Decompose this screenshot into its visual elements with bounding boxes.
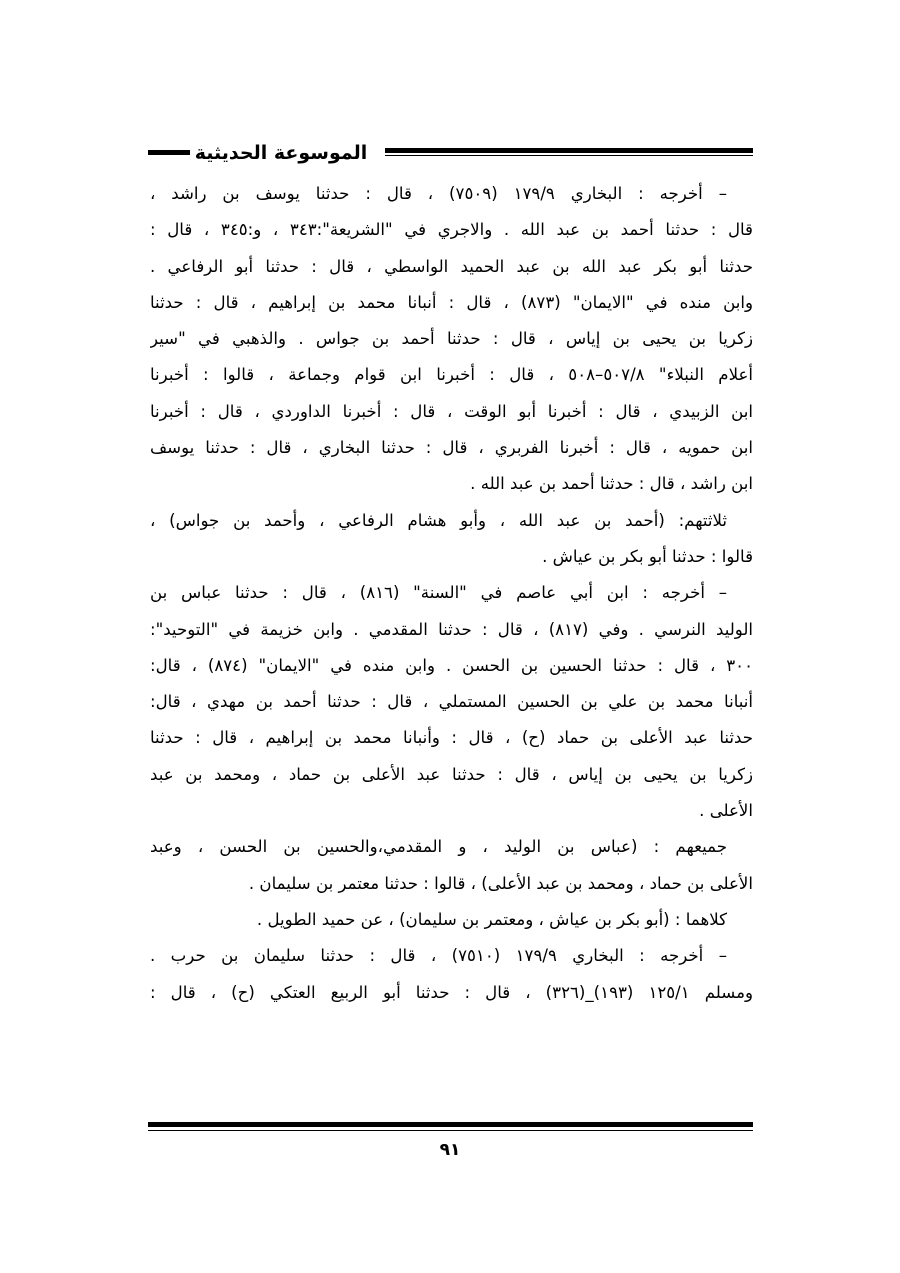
text-line: الوليد النرسي . وفي (٨١٧) ، قال : حدثنا المقدمي . وابن خزيمة في "التوحيد": — [150, 619, 753, 639]
footer-rule-thick — [148, 1122, 753, 1127]
paragraph-6 — [150, 938, 753, 1011]
footer-rule-thin — [148, 1130, 753, 1131]
text-line: ثلاثتهم: (أحمد بن عبد الله ، وأبو هشام الرفاعي ، وأحمد بن جواس) ، — [150, 510, 727, 530]
text-line: زكريا بن يحيى بن إياس ، قال : حدثنا عبد الأعلى بن حماد ، ومحمد بن عبد — [150, 764, 753, 784]
text-line: حدثنا أبو بكر عبد الله بن عبد الحميد الواسطي ، قال : حدثنا أبو الرفاعي . — [150, 256, 753, 276]
header-title: الموسوعة الحديثية — [194, 142, 368, 164]
paragraph-5 — [150, 902, 753, 938]
header-rule-right-thin — [385, 155, 753, 156]
text-line: وابن منده في "الايمان" (٨٧٣) ، قال : أنبانا محمد بن إبراهيم ، قال : حدثنا — [150, 292, 753, 312]
text-line: أنبانا محمد بن علي بن الحسين المستملي ، قال : حدثنا أحمد بن مهدي ، قال: — [150, 692, 753, 712]
text-line: ومسلم ١٢٥/١ (١٩٣)_(٣٢٦) ، قال : حدثنا أبو الربيع العتكي (ح) ، قال : — [150, 982, 753, 1002]
text-line: – أخرجه : البخاري ١٧٩/٩ (٧٥١٠) ، قال : حدثنا سليمان بن حرب . — [150, 946, 727, 966]
paragraph-3 — [150, 575, 753, 829]
text-line: – أخرجه : ابن أبي عاصم في "السنة" (٨١٦) ، قال : حدثنا عباس بن — [150, 583, 728, 603]
text-line: كلاهما : (أبو بكر بن عياش ، ومعتمر بن سليمان) ، عن حميد الطويل . — [256, 909, 727, 929]
paragraph-2 — [150, 503, 753, 576]
paragraph-1 — [150, 176, 753, 503]
header-rule-right-thick — [385, 148, 753, 153]
running-header — [148, 136, 753, 172]
text-line: ٣٠٠ ، قال : حدثنا الحسين بن الحسن . وابن منده في "الايمان" (٨٧٤) ، قال: — [150, 655, 753, 675]
text-line: قال : حدثنا أحمد بن عبد الله . والاجري في "الشريعة":٣٤٣ ، و:٣٤٥ ، قال : — [150, 220, 753, 240]
text-line: الأعلى بن حماد ، ومحمد بن عبد الأعلى) ، قالوا : حدثنا معتمر بن سليمان . — [248, 873, 753, 893]
header-rule-left — [148, 150, 190, 155]
text-line: أعلام النبلاء" ٥٠٧/٨–٥٠٨ ، قال : أخبرنا ابن قوام وجماعة ، قالوا : أخبرنا — [150, 365, 753, 385]
text-line: ابن حمويه ، قال : أخبرنا الفربري ، قال : حدثنا البخاري ، قال : حدثنا يوسف — [150, 438, 753, 458]
page-number: ٩١ — [439, 1140, 461, 1160]
text-body — [150, 176, 753, 1011]
text-line: جميعهم : (عباس بن الوليد ، و المقدمي،والحسين بن الحسن ، وعبد — [150, 837, 727, 857]
text-line: – أخرجه : البخاري ١٧٩/٩ (٧٥٠٩) ، قال : حدثنا يوسف بن راشد ، — [150, 184, 728, 203]
text-line: ابن الزبيدي ، قال : أخبرنا أبو الوقت ، قال : أخبرنا الداوردي ، قال : أخبرنا — [150, 401, 753, 421]
paragraph-4 — [150, 829, 753, 902]
text-line: قالوا : حدثنا أبو بكر بن عياش . — [542, 546, 753, 566]
text-line: زكريا بن يحيى بن إياس ، قال : حدثنا أحمد بن جواس . والذهبي في "سير — [150, 329, 753, 349]
text-line: ابن راشد ، قال : حدثنا أحمد بن عبد الله . — [470, 474, 753, 494]
text-line: الأعلى . — [699, 801, 753, 821]
text-line: حدثنا عبد الأعلى بن حماد (ح) ، قال : وأنبانا محمد بن إبراهيم ، قال : حدثنا — [150, 728, 753, 748]
